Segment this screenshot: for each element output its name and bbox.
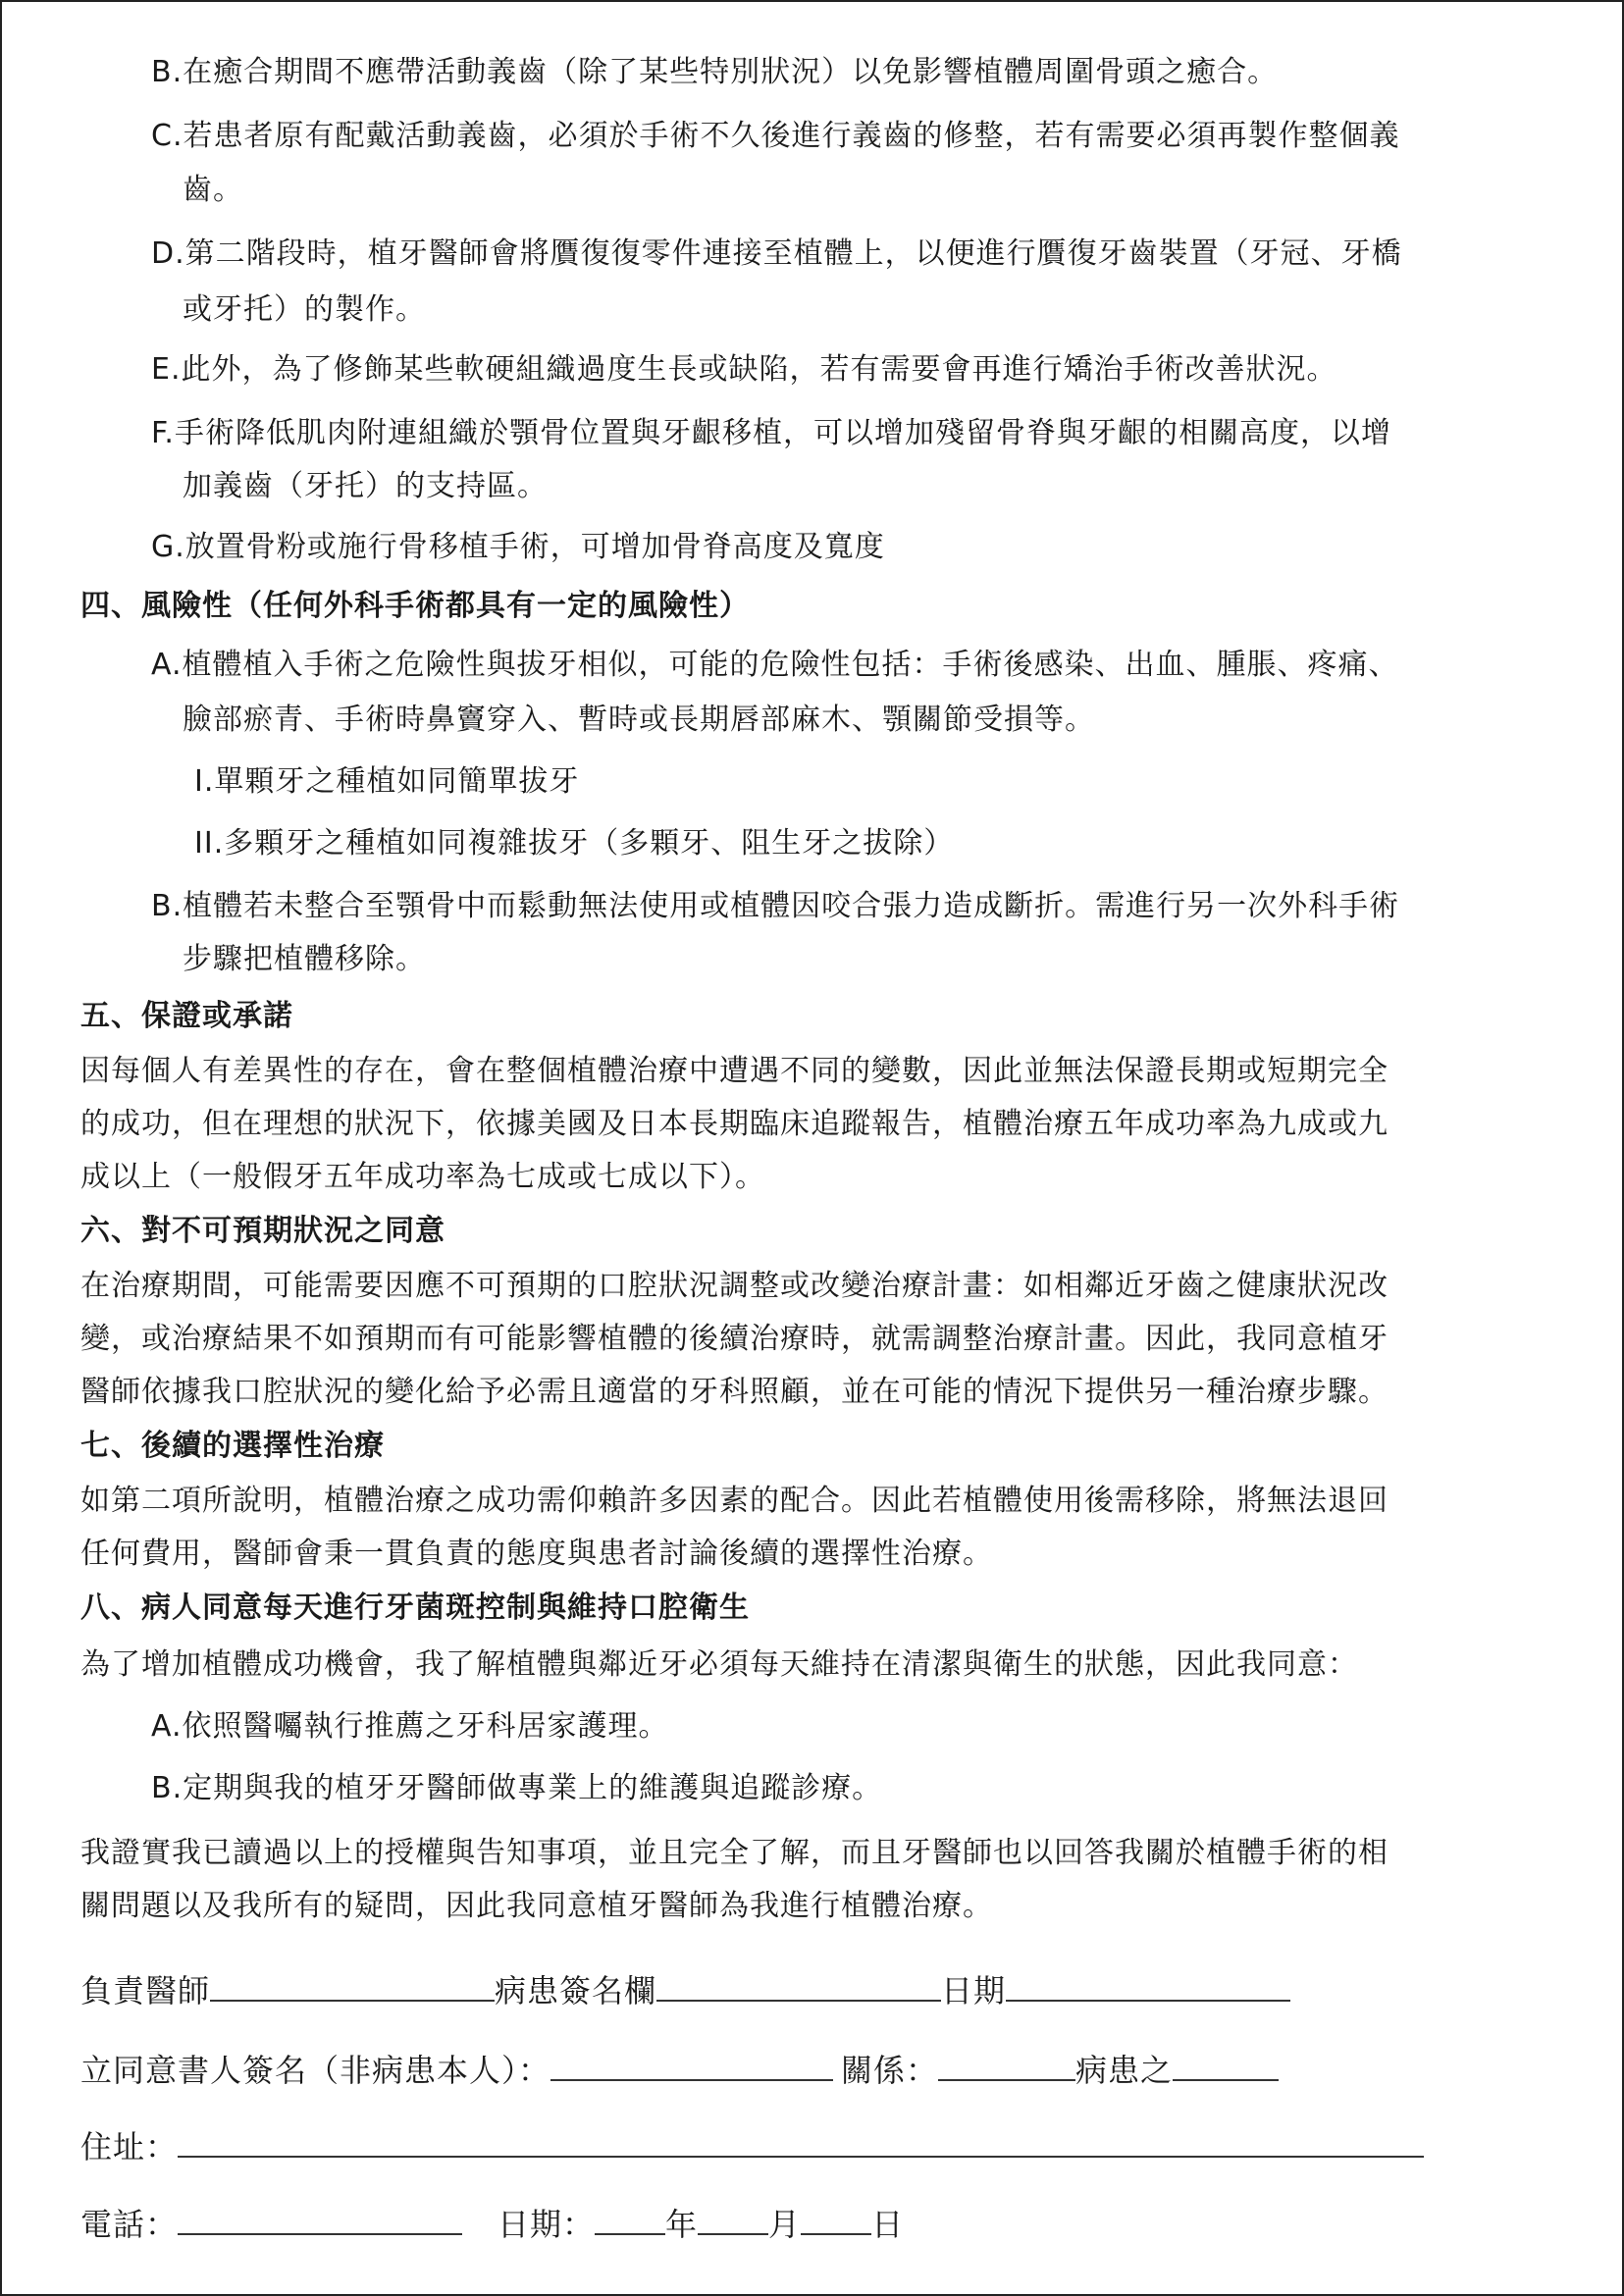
relation-label: 關係：: [841, 2052, 939, 2089]
section3-item-d-line1: D.第二階段時，植牙醫師會將贋復復零件連接至植體上，以便進行贋復牙齒裝置（牙冠、牙橋: [151, 236, 1402, 271]
signature-row-2: [80, 2051, 1279, 2090]
section3-item-e: E.此外，為了修飾某些軟硬組織過度生長或缺陷，若有需要會再進行矯治手術改善狀況。: [151, 352, 1337, 387]
address-row: [80, 2127, 1424, 2166]
section7-line: 任何費用，醫師會秉一貫負責的態度與患者討論後續的選擇性治療。: [80, 1537, 993, 1571]
date-blank[interactable]: [1006, 1972, 1290, 2002]
date2-label: 日期：: [498, 2206, 596, 2243]
section3-item-d-line2: 或牙托）的製作。: [183, 292, 426, 327]
day-label: 日: [871, 2206, 905, 2243]
section4-item-i: I.單顆牙之種植如同簡單拔牙: [194, 764, 580, 799]
year-blank[interactable]: [595, 2206, 665, 2235]
section4-heading: 四、風險性（任何外科手術都具有一定的風險性）: [80, 589, 750, 623]
section5-line: 因每個人有差異性的存在，會在整個植體治療中遭遇不同的變數，因此並無法保證長期或短期完全: [80, 1054, 1388, 1088]
section5-line: 成以上（一般假牙五年成功率為七成或七成以下）。: [80, 1160, 765, 1194]
date-label: 日期: [941, 1972, 1007, 2009]
year-label: 年: [665, 2206, 699, 2243]
section8-intro: 為了增加植體成功機會，我了解植體與鄰近牙必須每天維持在清潔與衛生的狀態，因此我同意：: [80, 1647, 1358, 1682]
consenter-label: 立同意書人簽名（非病患本人）：: [80, 2052, 551, 2089]
section4-item-ii: II.多顆牙之種植如同複雜拔牙（多顆牙、阻生牙之拔除）: [194, 826, 955, 861]
phone-date-row: [80, 2205, 904, 2244]
relation-suffix-blank[interactable]: [1173, 2052, 1279, 2081]
section3-item-g: G.放置骨粉或施行骨移植手術，可增加骨脊高度及寬度: [151, 530, 885, 564]
month-label: 月: [768, 2206, 802, 2243]
declaration-line: 我證實我已讀過以上的授權與告知事項，並且完全了解，而且牙醫師也以回答我關於植體手術的相: [80, 1836, 1388, 1870]
section4-item-a-line2: 臉部瘀青、手術時鼻竇穿入、暫時或長期唇部麻木、顎關節受損等。: [183, 703, 1095, 737]
address-blank[interactable]: [178, 2128, 1424, 2158]
phone-label: 電話：: [80, 2206, 179, 2243]
section8-heading: 八、病人同意每天進行牙菌斑控制與維持口腔衛生: [80, 1591, 750, 1625]
section3-item-c-line2: 齒。: [183, 173, 243, 207]
section3-item-c-line1: C.若患者原有配戴活動義齒，必須於手術不久後進行義齒的修整，若有需要必須再製作整個義: [151, 119, 1400, 153]
declaration-line: 關問題以及我所有的疑問，因此我同意植牙醫師為我進行植體治療。: [80, 1889, 993, 1923]
month-blank[interactable]: [698, 2206, 768, 2235]
section3-item-f-line2: 加義齒（牙托）的支持區。: [183, 469, 548, 503]
section3-item-b: B.在癒合期間不應帶活動義齒（除了某些特別狀況）以免影響植體周圍骨頭之癒合。: [151, 55, 1279, 89]
relation-suffix: 病患之: [1075, 2052, 1174, 2089]
section8-item-b: B.定期與我的植牙牙醫師做專業上的維護與追蹤診療。: [151, 1771, 883, 1805]
section4-item-b-line2: 步驟把植體移除。: [183, 942, 426, 976]
doctor-label: 負責醫師: [80, 1972, 211, 2009]
signature-row-1: [80, 1971, 1290, 2010]
patient-sign-blank[interactable]: [656, 1972, 941, 2002]
phone-blank[interactable]: [178, 2206, 462, 2235]
day-blank[interactable]: [801, 2206, 871, 2235]
doctor-blank[interactable]: [210, 1972, 495, 2002]
section7-line: 如第二項所說明，植體治療之成功需仰賴許多因素的配合。因此若植體使用後需移除，將無法退回: [80, 1484, 1388, 1518]
section4-item-a-line1: A.植體植入手術之危險性與拔牙相似，可能的危險性包括：手術後感染、出血、腫脹、疼痛、: [151, 648, 1399, 682]
relation-blank[interactable]: [938, 2052, 1075, 2081]
section5-heading: 五、保證或承諾: [80, 999, 293, 1033]
section5-line: 的成功，但在理想的狀況下，依據美國及日本長期臨床追蹤報告，植體治療五年成功率為九成或九: [80, 1107, 1388, 1141]
address-label: 住址：: [80, 2128, 179, 2166]
section6-heading: 六、對不可預期狀況之同意: [80, 1214, 445, 1248]
section6-line: 醫師依據我口腔狀況的變化給予必需且適當的牙科照顧，並在可能的情況下提供另一種治療步驟。: [80, 1375, 1388, 1409]
section3-item-f-line1: F.手術降低肌肉附連組織於顎骨位置與牙齦移植，可以增加殘留骨脊與牙齦的相關高度，以增: [151, 416, 1391, 450]
section6-line: 變，或治療結果不如預期而有可能影響植體的後續治療時，就需調整治療計畫。因此，我同意植牙: [80, 1322, 1388, 1356]
consenter-blank[interactable]: [550, 2052, 833, 2081]
section8-item-a: A.依照醫囑執行推薦之牙科居家護理。: [151, 1709, 669, 1744]
section4-item-b-line1: B.植體若未整合至顎骨中而鬆動無法使用或植體因咬合張力造成斷折。需進行另一次外科手術: [151, 889, 1400, 923]
section6-line: 在治療期間，可能需要因應不可預期的口腔狀況調整或改變治療計畫：如相鄰近牙齒之健康狀況改: [80, 1269, 1388, 1303]
patient-sign-label: 病患簽名欄: [495, 1972, 657, 2009]
section7-heading: 七、後續的選擇性治療: [80, 1429, 385, 1463]
